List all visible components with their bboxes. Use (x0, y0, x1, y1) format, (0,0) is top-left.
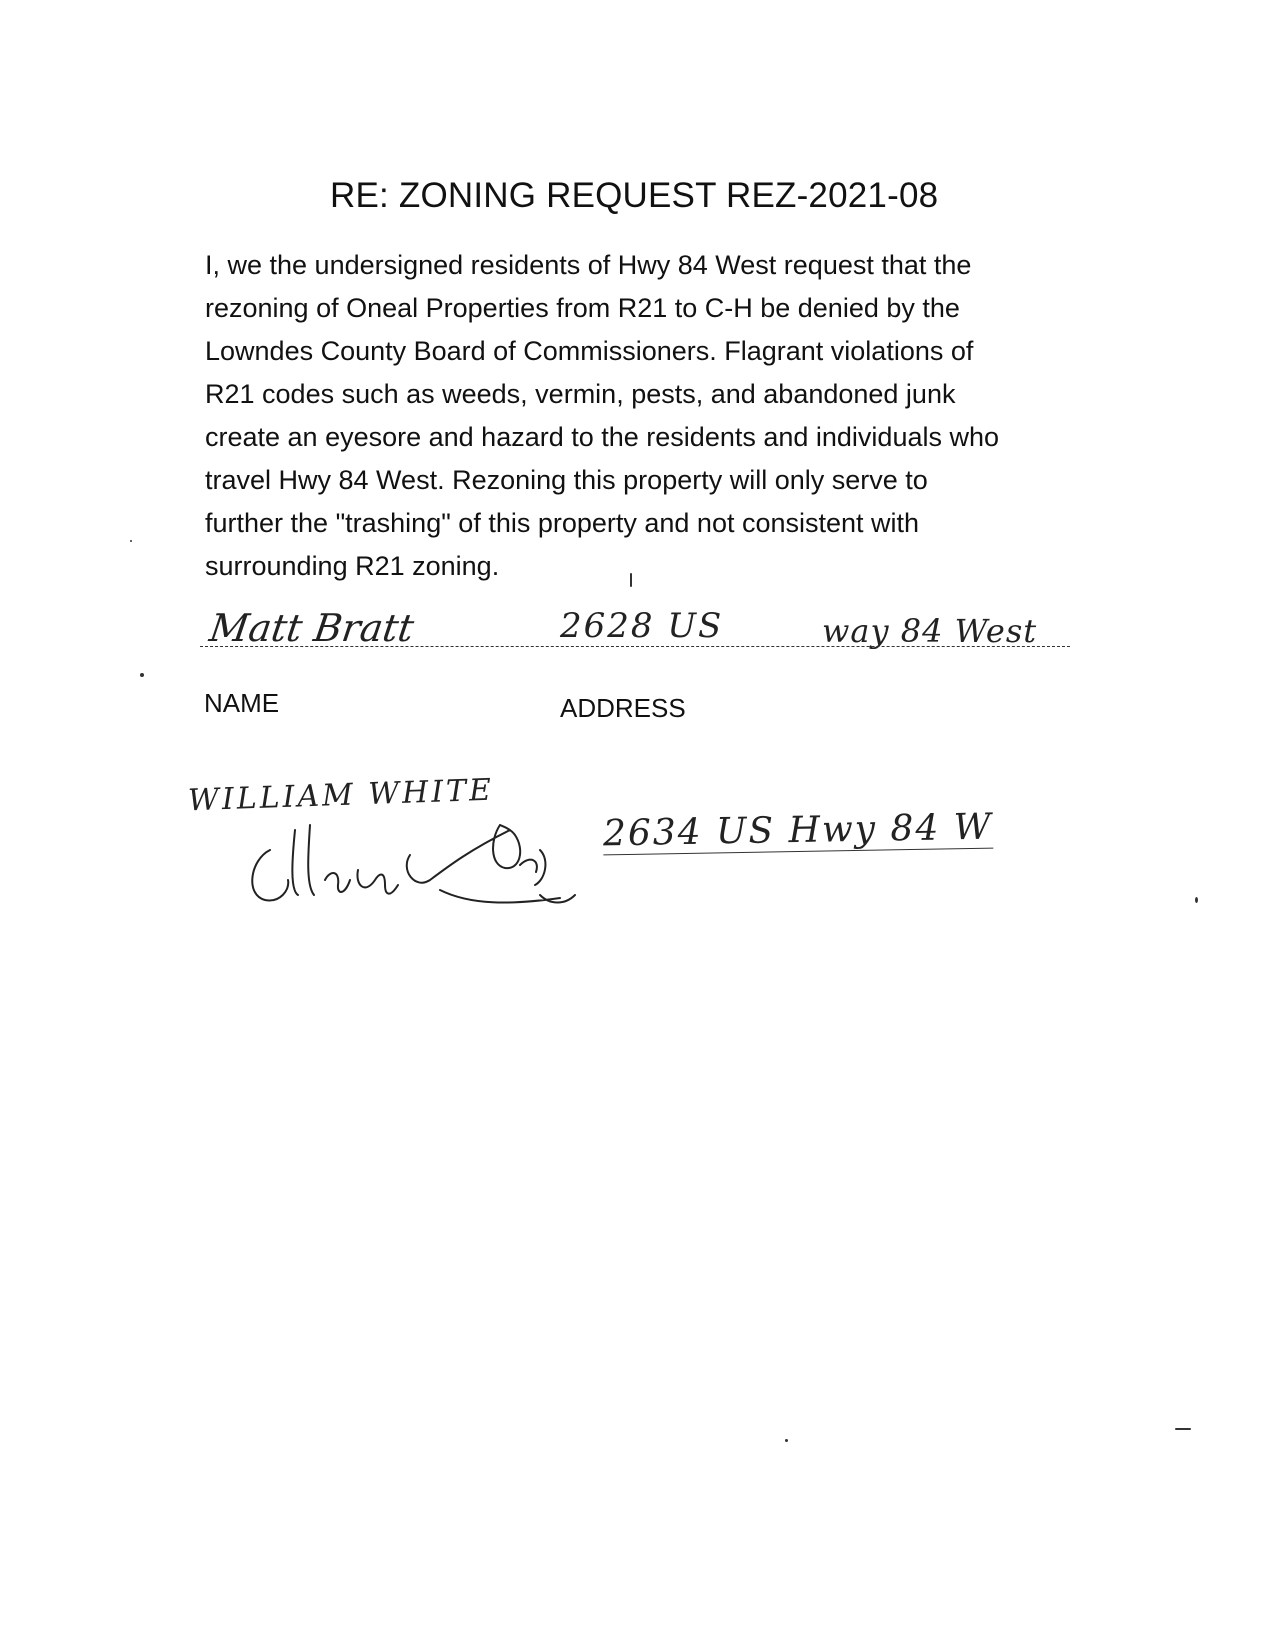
scan-speck (140, 673, 144, 677)
body-line: rezoning of Oneal Properties from R21 to C-H be denied by the (205, 293, 960, 323)
handwritten-address-1a: 2628 US (560, 606, 724, 646)
handwritten-name-1: Matt Bratt (206, 606, 417, 650)
scan-speck (1195, 897, 1198, 903)
scan-speck (630, 573, 632, 587)
scan-speck (1175, 1428, 1191, 1430)
address-label: ADDRESS (560, 693, 686, 723)
document-title: RE: ZONING REQUEST REZ-2021-08 (330, 176, 939, 215)
petition-body (205, 244, 1085, 588)
signature-line (200, 646, 1070, 647)
body-line: create an eyesore and hazard to the residents and individuals who (205, 422, 1000, 452)
handwritten-name-2: WILLIAM WHITE (187, 772, 495, 819)
body-line: surrounding R21 zoning. (205, 551, 500, 581)
body-line: I, we the undersigned residents of Hwy 84 West request that the (205, 250, 972, 280)
handwritten-address-2: 2634 US Hwy 84 W (602, 806, 994, 855)
handwritten-address-1b: way 84 West (822, 612, 1038, 650)
body-line: travel Hwy 84 West. Rezoning this property will only serve to (205, 465, 928, 495)
scan-speck (785, 1439, 788, 1442)
body-line: Lowndes County Board of Commissioners. Flagrant violations of (205, 336, 974, 366)
signature-scribble (240, 810, 600, 920)
name-label: NAME (204, 688, 280, 718)
body-line: further the "trashing" of this property and not consistent with (205, 508, 920, 538)
body-line: R21 codes such as weeds, vermin, pests, and abandoned junk (205, 379, 956, 409)
scan-speck (130, 540, 132, 542)
